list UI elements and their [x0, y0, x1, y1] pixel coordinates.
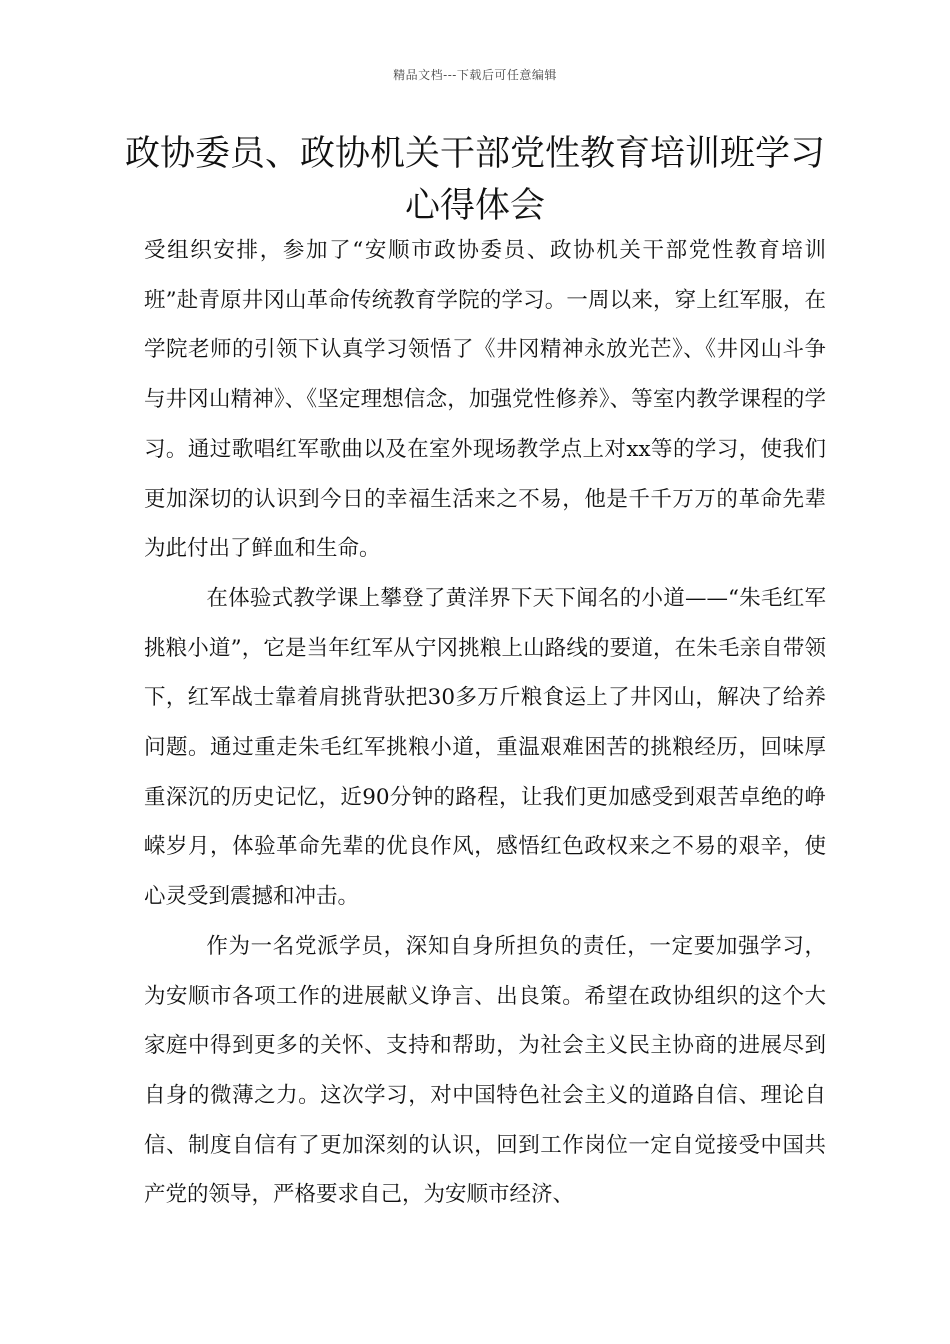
document-title: 政协委员、政协机关干部党性教育培训班学习心得体会: [124, 134, 825, 226]
paragraph-1: 受组织安排，参加了“安顺市政协委员、政协机关干部党性教育培训班”赴青原井冈山革命传统教育学院的学习。一周以来，穿上红军服，在学院老师的引领下认真学习领悟了《井冈精神永放光芒》、《井冈山斗争与井冈山精神》、《坚定理想信念，加强党性修养》、等室内教学课程的学习。通过歌唱红军歌曲以及在室外现场教学点上对xx等的学习，使我们更加深切的认识到今日的幸福生活来之不易，他是千千万万的革命先辈为此付出了鲜血和生命。: [144, 238, 826, 562]
paragraph-2: 在体验式教学课上攀登了黄洋界下天下闻名的小道——“朱毛红军挑粮小道”，它是当年红军从宁冈挑粮上山路线的要道，在朱毛亲自带领下，红军战士靠着肩挑背驮把30多万斤粮食运上了井冈山，解决了给养问题。通过重走朱毛红军挑粮小道，重温艰难困苦的挑粮经历，回味厚重深沉的历史记忆，近90分钟的路程，让我们更加感受到艰苦卓绝的峥嵘岁月，体验革命先辈的优良作风，感悟红色政权来之不易的艰辛，使心灵受到震撼和冲击。: [144, 585, 826, 910]
header-note: 精品文档---下载后可任意编辑: [393, 68, 557, 82]
paragraph-3: 作为一名党派学员，深知自身所担负的责任，一定要加强学习，为安顺市各项工作的进展献义诤言、出良策。希望在政协组织的这个大家庭中得到更多的关怀、支持和帮助，为社会主义民主协商的进展尽到自身的微薄之力。这次学习，对中国特色社会主义的道路自信、理论自信、制度自信有了更加深刻的认识，回到工作岗位一定自觉接受中国共产党的领导，严格要求自己，为安顺市经济、: [144, 933, 826, 1208]
document-body: [144, 226, 826, 1220]
